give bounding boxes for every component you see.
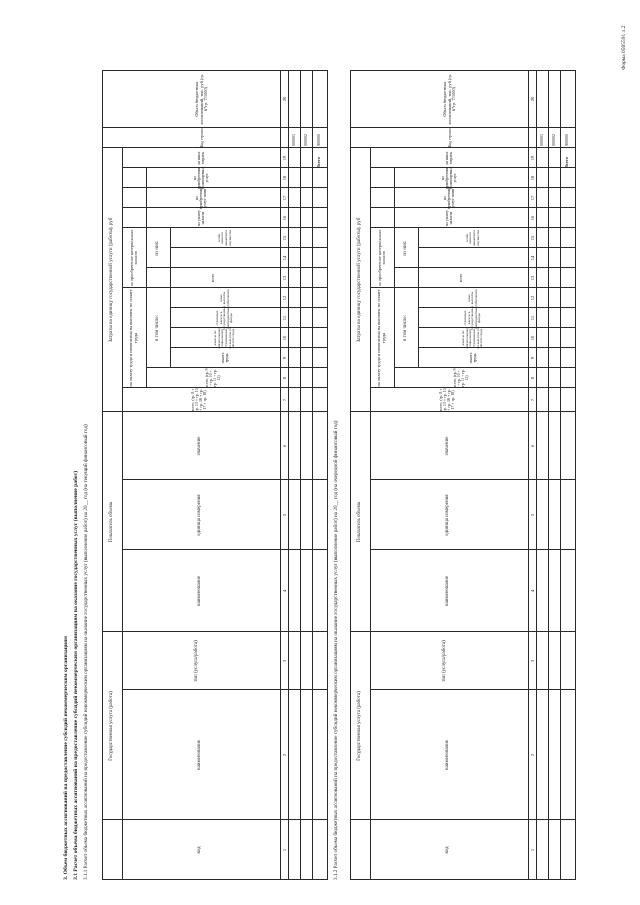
col-num-3: 3 — [282, 659, 287, 663]
header-service: Государственная услуга (работа) — [357, 691, 363, 761]
header-other-payments: иные выплаты работникам — [218, 289, 230, 307]
col-num-19: 19 — [530, 155, 535, 161]
col-num-9: 9 — [530, 356, 535, 360]
header-unit-name: наименование — [197, 575, 203, 607]
header-service: Государственная услуга (работа) — [109, 691, 115, 761]
header-salary: оплата труда — [469, 352, 477, 364]
col-num-15: 15 — [530, 235, 535, 241]
col-num-5: 5 — [282, 513, 287, 517]
col-num-18: 18 — [530, 175, 535, 181]
header-in-that-number: в том числе: — [403, 314, 409, 342]
header-costs: Затраты на единицу государственной услуги (работы), руб — [357, 217, 363, 343]
header-name: наименование — [445, 739, 451, 771]
header-pension: страховые взносы в государственные внебюджетные фонды — [215, 305, 234, 331]
header-equipment: на приобретение материальных запасов — [128, 229, 138, 287]
header-total-cost: всего, (гр. 8 + гр. 13 + гр. 15 + гр. 16 + гр. 17 + гр. 18) — [437, 388, 456, 412]
col-num-6: 6 — [282, 444, 287, 448]
row-code-2: 000002 — [551, 134, 556, 146]
col-num-14: 14 — [282, 255, 287, 261]
header-communication: на приобретение услуг связи — [443, 186, 455, 210]
table-current-year — [102, 70, 328, 880]
col-num-7: 7 — [282, 398, 287, 402]
col-num-2: 2 — [282, 753, 287, 757]
col-num-4: 4 — [282, 589, 287, 593]
col-num-8: 8 — [530, 376, 535, 380]
total-label: Всего — [316, 157, 321, 168]
header-equip-inventory: особо ценного движимого имущества — [216, 229, 232, 247]
header-equip-incl: из них: — [155, 240, 161, 256]
header-transport: на приобретение транспортных услуг — [441, 166, 457, 190]
col-num-18: 18 — [282, 175, 287, 181]
header-budget-code: Код строки — [446, 128, 452, 148]
header-labor-total: всего, (гр. 9 + гр. 10 + гр. 11 + гр. 12) — [205, 368, 221, 388]
header-volume: Показатель объема — [357, 501, 363, 543]
row-code-1: 000001 — [291, 134, 296, 146]
total-label: Всего — [564, 157, 569, 168]
col-num-1: 1 — [530, 848, 535, 852]
header-transport: на приобретение транспортных услуг — [193, 166, 209, 190]
header-budget-volume: Объем бюджетных ассигнований, тыс. руб (гр. 6*гр. 7/1000) — [194, 73, 209, 125]
col-num-3: 3 — [530, 659, 535, 663]
col-num-2: 2 — [530, 753, 535, 757]
col-num-16: 16 — [282, 215, 287, 221]
header-other-costs: на иные затраты — [197, 151, 205, 165]
header-salary: оплата труда — [221, 352, 229, 364]
row-code-1: 000001 — [539, 134, 544, 146]
header-in-that-number: в том числе: — [155, 314, 161, 342]
form-number: Форма 0505591 л.2 — [621, 25, 627, 70]
col-num-13: 13 — [282, 275, 287, 281]
header-budget-volume: Объем бюджетных ассигнований, тыс. руб (гр. 6*гр. 7/1000) — [442, 73, 457, 125]
col-num-13: 13 — [530, 275, 535, 281]
header-property-tax: на уплату налогов — [197, 210, 205, 226]
header-equip-total: всего — [211, 273, 215, 283]
total-code: 900000 — [564, 134, 569, 146]
col-num-20: 20 — [530, 96, 535, 102]
col-num-10: 10 — [530, 335, 535, 341]
header-property-tax: на уплату налогов — [445, 210, 453, 226]
header-communication: на приобретение услуг связи — [195, 186, 207, 210]
col-num-17: 17 — [282, 195, 287, 201]
col-num-4: 4 — [530, 589, 535, 593]
header-type: тип (услуга/работа) — [442, 640, 448, 682]
header-unit: единица измерения — [445, 494, 451, 536]
header-code: код — [445, 846, 451, 854]
header-name: наименование — [197, 739, 203, 771]
header-value: значение — [445, 436, 451, 456]
header-pension: страховые взносы в государственные внебюджетные фонды — [463, 305, 482, 331]
header-insurance: взносы по обязательному социальному страхованию на выплаты по оплате труда — [461, 327, 484, 349]
heading-1: 3. Объем бюджетных ассигнований на предоставление субсидий некоммерческим организациям — [63, 636, 69, 880]
header-costs: Затраты на единицу государственной услуги (работы), руб — [109, 217, 115, 343]
header-other-payments: иные выплаты работникам — [466, 289, 478, 307]
header-equip-incl: из них: — [403, 240, 409, 256]
header-unit: единица измерения — [197, 494, 203, 536]
header-volume: Показатель объема — [109, 501, 115, 543]
col-num-9: 9 — [282, 356, 287, 360]
col-num-11: 11 — [282, 315, 287, 321]
col-num-12: 12 — [530, 295, 535, 301]
col-num-10: 10 — [282, 335, 287, 341]
col-num-15: 15 — [282, 235, 287, 241]
header-equip-inventory: особо ценного движимого имущества — [464, 229, 480, 247]
col-num-12: 12 — [282, 295, 287, 301]
header-budget-code: Код строки — [198, 128, 204, 148]
col-num-19: 19 — [282, 155, 287, 161]
header-total-cost: всего, (гр. 8 + гр. 13 + гр. 15 + гр. 16 + гр. 17 + гр. 18) — [189, 388, 208, 412]
header-type: тип (услуга/работа) — [194, 640, 200, 682]
row-code-2: 000002 — [303, 134, 308, 146]
col-num-16: 16 — [530, 215, 535, 221]
header-labor: на оплату труда и начисления на выплаты по оплате труда — [128, 289, 138, 387]
header-other-costs: на иные затраты — [445, 151, 453, 165]
col-num-5: 5 — [530, 513, 535, 517]
header-code: код — [197, 846, 203, 854]
col-num-17: 17 — [530, 195, 535, 201]
col-num-7: 7 — [530, 398, 535, 402]
header-labor-total: всего, (гр. 9 + гр. 10 + гр. 11 + гр. 12) — [453, 368, 469, 388]
header-value: значение — [197, 436, 203, 456]
header-labor: на оплату труда и начисления на выплаты по оплате труда — [376, 289, 386, 387]
col-num-20: 20 — [282, 96, 287, 102]
section-b-title: 3.1.2 Расчет объема бюджетных ассигнований на предоставление субсидий некоммерческим организациям на оказание государственных услуг (выполнение работ) на 20__ год (на очередной финансовый год) — [333, 420, 339, 880]
total-code: 900000 — [316, 134, 321, 146]
col-num-6: 6 — [530, 444, 535, 448]
col-num-1: 1 — [282, 848, 287, 852]
col-num-8: 8 — [282, 376, 287, 380]
heading-2: 3.1 Расчет объема бюджетных ассигнований на предоставление субсидий некоммерческим организациям на оказание государственных услуг (выполнение работ) — [73, 470, 79, 880]
col-num-14: 14 — [530, 255, 535, 261]
header-equipment: на приобретение материальных запасов — [376, 229, 386, 287]
section-a-title: 3.1.1 Расчет объема бюджетных ассигнований на предоставление субсидий некоммерческим организациям на оказание государственных услуг (выполнение работ) на 20__ год (на текущий финансовый год) — [83, 424, 89, 880]
header-unit-name: наименование — [445, 575, 451, 607]
table-next-year — [350, 70, 576, 880]
col-num-11: 11 — [530, 315, 535, 321]
rotated-document — [60, 70, 620, 880]
header-equip-total: всего — [459, 273, 463, 283]
header-insurance: взносы по обязательному социальному страхованию на выплаты по оплате труда — [213, 327, 236, 349]
